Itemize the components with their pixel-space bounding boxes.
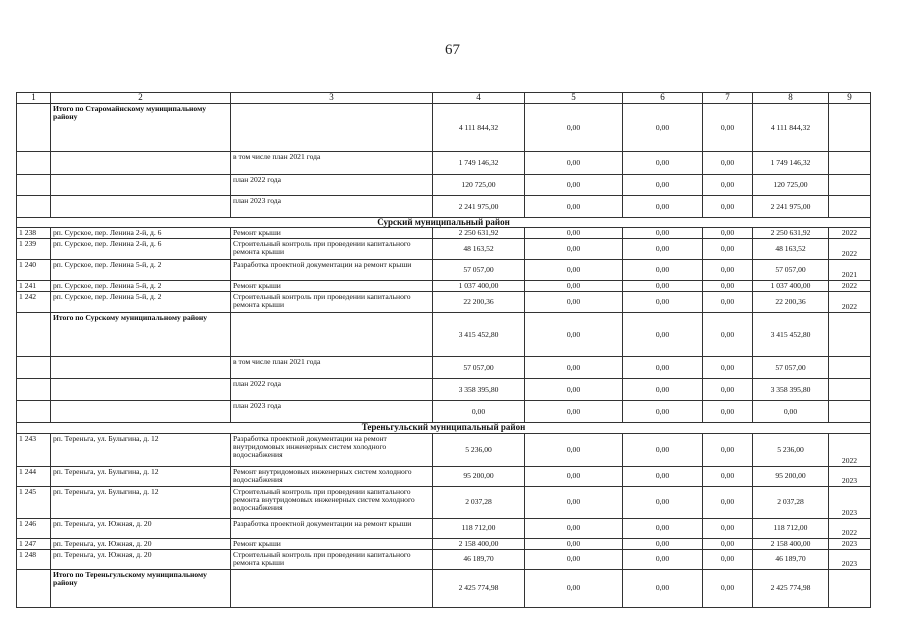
total-cost-cell: 48 163,52 bbox=[433, 239, 525, 260]
fund-cell: 0,00 bbox=[525, 518, 623, 538]
regional-budget-cell: 0,00 bbox=[623, 281, 703, 292]
regional-budget-cell: 0,00 bbox=[623, 239, 703, 260]
owners-funds-cell: 46 189,70 bbox=[753, 549, 829, 569]
fund-cell: 0,00 bbox=[525, 260, 623, 281]
row-number-cell bbox=[17, 569, 51, 607]
column-header: 5 bbox=[525, 93, 623, 104]
regional-budget-cell: 0,00 bbox=[623, 228, 703, 239]
regional-budget-cell: 0,00 bbox=[623, 313, 703, 357]
address-cell: рп. Сурское, пер. Ленина 5-й, д. 2 bbox=[51, 292, 231, 313]
total-cost-cell: 1 037 400,00 bbox=[433, 281, 525, 292]
total-cost-cell: 3 358 395,80 bbox=[433, 379, 525, 401]
column-header: 9 bbox=[829, 93, 871, 104]
local-budget-cell: 0,00 bbox=[703, 228, 753, 239]
work-type-cell: Строительный контроль при проведении капитального ремонта внутридомовых инженерных систем холодного водоснабжения bbox=[231, 486, 433, 518]
table-row bbox=[17, 152, 871, 175]
year-cell: 2022 bbox=[829, 239, 871, 260]
local-budget-cell: 0,00 bbox=[703, 196, 753, 218]
total-cost-cell: 22 200,36 bbox=[433, 292, 525, 313]
table-row bbox=[17, 239, 871, 260]
fund-cell: 0,00 bbox=[525, 569, 623, 607]
local-budget-cell: 0,00 bbox=[703, 433, 753, 466]
fund-cell: 0,00 bbox=[525, 433, 623, 466]
owners-funds-cell: 118 712,00 bbox=[753, 518, 829, 538]
table-row bbox=[17, 357, 871, 379]
total-cost-cell: 4 111 844,32 bbox=[433, 104, 525, 152]
regional-budget-cell: 0,00 bbox=[623, 433, 703, 466]
year-cell: 2022 bbox=[829, 292, 871, 313]
fund-cell: 0,00 bbox=[525, 486, 623, 518]
table-row bbox=[17, 281, 871, 292]
table-row bbox=[17, 466, 871, 486]
address-cell: рп. Тереньга, ул. Булыгина, д. 12 bbox=[51, 466, 231, 486]
section-header-row bbox=[17, 423, 871, 433]
local-budget-cell: 0,00 bbox=[703, 379, 753, 401]
address-cell bbox=[51, 175, 231, 196]
row-number-cell: 1 246 bbox=[17, 518, 51, 538]
owners-funds-cell: 1 749 146,32 bbox=[753, 152, 829, 175]
year-cell bbox=[829, 175, 871, 196]
year-cell bbox=[829, 313, 871, 357]
address-cell: рп. Тереньга, ул. Южная, д. 20 bbox=[51, 549, 231, 569]
total-cost-cell: 2 425 774,98 bbox=[433, 569, 525, 607]
address-cell: рп. Сурское, пер. Ленина 2-й, д. 6 bbox=[51, 228, 231, 239]
column-header: 4 bbox=[433, 93, 525, 104]
local-budget-cell: 0,00 bbox=[703, 569, 753, 607]
regional-budget-cell: 0,00 bbox=[623, 152, 703, 175]
owners-funds-cell: 1 037 400,00 bbox=[753, 281, 829, 292]
section-title: Тереньгульский муниципальный район bbox=[17, 423, 871, 433]
fund-cell: 0,00 bbox=[525, 292, 623, 313]
row-number-cell: 1 240 bbox=[17, 260, 51, 281]
total-cost-cell: 1 749 146,32 bbox=[433, 152, 525, 175]
fund-cell: 0,00 bbox=[525, 466, 623, 486]
local-budget-cell: 0,00 bbox=[703, 152, 753, 175]
work-type-cell: Строительный контроль при проведении капитального ремонта крыши bbox=[231, 549, 433, 569]
address-cell: рп. Тереньга, ул. Булыгина, д. 12 bbox=[51, 486, 231, 518]
section-title: Сурский муниципальный район bbox=[17, 218, 871, 228]
row-number-cell: 1 239 bbox=[17, 239, 51, 260]
work-type-cell: план 2023 года bbox=[231, 196, 433, 218]
address-cell: рп. Сурское, пер. Ленина 5-й, д. 2 bbox=[51, 260, 231, 281]
address-cell bbox=[51, 357, 231, 379]
regional-budget-cell: 0,00 bbox=[623, 569, 703, 607]
total-cost-cell: 2 158 400,00 bbox=[433, 538, 525, 549]
fund-cell: 0,00 bbox=[525, 152, 623, 175]
address-cell: рп. Тереньга, ул. Южная, д. 20 bbox=[51, 538, 231, 549]
work-type-cell: в том числе план 2021 года bbox=[231, 357, 433, 379]
year-cell: 2023 bbox=[829, 549, 871, 569]
fund-cell: 0,00 bbox=[525, 401, 623, 423]
row-number-cell bbox=[17, 196, 51, 218]
owners-funds-cell: 2 425 774,98 bbox=[753, 569, 829, 607]
year-cell bbox=[829, 569, 871, 607]
row-number-cell bbox=[17, 401, 51, 423]
column-header: 8 bbox=[753, 93, 829, 104]
year-cell: 2022 bbox=[829, 281, 871, 292]
owners-funds-cell: 22 200,36 bbox=[753, 292, 829, 313]
regional-budget-cell: 0,00 bbox=[623, 292, 703, 313]
row-number-cell: 1 248 bbox=[17, 549, 51, 569]
total-cost-cell: 2 250 631,92 bbox=[433, 228, 525, 239]
fund-cell: 0,00 bbox=[525, 379, 623, 401]
local-budget-cell: 0,00 bbox=[703, 357, 753, 379]
local-budget-cell: 0,00 bbox=[703, 466, 753, 486]
address-cell: рп. Тереньга, ул. Булыгина, д. 12 bbox=[51, 433, 231, 466]
year-cell bbox=[829, 357, 871, 379]
page-number: 67 bbox=[445, 42, 460, 58]
table-row bbox=[17, 549, 871, 569]
fund-cell: 0,00 bbox=[525, 196, 623, 218]
year-cell: 2023 bbox=[829, 486, 871, 518]
work-type-cell: Ремонт внутридомовых инженерных систем холодного водоснабжения bbox=[231, 466, 433, 486]
fund-cell: 0,00 bbox=[525, 281, 623, 292]
table-row bbox=[17, 228, 871, 239]
owners-funds-cell: 3 415 452,80 bbox=[753, 313, 829, 357]
total-cost-cell: 2 037,28 bbox=[433, 486, 525, 518]
local-budget-cell: 0,00 bbox=[703, 239, 753, 260]
owners-funds-cell: 120 725,00 bbox=[753, 175, 829, 196]
fund-cell: 0,00 bbox=[525, 357, 623, 379]
local-budget-cell: 0,00 bbox=[703, 486, 753, 518]
address-cell bbox=[51, 401, 231, 423]
fund-cell: 0,00 bbox=[525, 313, 623, 357]
year-cell bbox=[829, 196, 871, 218]
row-number-cell: 1 238 bbox=[17, 228, 51, 239]
column-header: 2 bbox=[51, 93, 231, 104]
row-number-cell bbox=[17, 152, 51, 175]
work-type-cell: Строительный контроль при проведении капитального ремонта крыши bbox=[231, 292, 433, 313]
table-row bbox=[17, 379, 871, 401]
table-row bbox=[17, 569, 871, 607]
work-type-cell bbox=[231, 569, 433, 607]
work-type-cell bbox=[231, 104, 433, 152]
regional-budget-cell: 0,00 bbox=[623, 466, 703, 486]
regional-budget-cell: 0,00 bbox=[623, 518, 703, 538]
row-number-cell: 1 241 bbox=[17, 281, 51, 292]
regional-budget-cell: 0,00 bbox=[623, 196, 703, 218]
local-budget-cell: 0,00 bbox=[703, 538, 753, 549]
work-type-cell: Ремонт крыши bbox=[231, 281, 433, 292]
regional-budget-cell: 0,00 bbox=[623, 486, 703, 518]
year-cell: 2022 bbox=[829, 518, 871, 538]
work-type-cell: Строительный контроль при проведении капитального ремонта крыши bbox=[231, 239, 433, 260]
work-type-cell bbox=[231, 313, 433, 357]
local-budget-cell: 0,00 bbox=[703, 292, 753, 313]
work-type-cell: Разработка проектной документации на ремонт крыши bbox=[231, 518, 433, 538]
row-number-cell: 1 242 bbox=[17, 292, 51, 313]
address-cell bbox=[51, 379, 231, 401]
local-budget-cell: 0,00 bbox=[703, 313, 753, 357]
regional-budget-cell: 0,00 bbox=[623, 538, 703, 549]
total-cost-cell: 5 236,00 bbox=[433, 433, 525, 466]
table-row bbox=[17, 401, 871, 423]
work-type-cell: план 2022 года bbox=[231, 175, 433, 196]
address-cell: Итого по Тереньгульскому муниципальному району bbox=[51, 569, 231, 607]
year-cell: 2023 bbox=[829, 538, 871, 549]
column-header: 7 bbox=[703, 93, 753, 104]
table-row bbox=[17, 518, 871, 538]
column-header: 3 bbox=[231, 93, 433, 104]
regional-budget-cell: 0,00 bbox=[623, 357, 703, 379]
year-cell bbox=[829, 104, 871, 152]
table-row bbox=[17, 196, 871, 218]
regional-budget-cell: 0,00 bbox=[623, 401, 703, 423]
local-budget-cell: 0,00 bbox=[703, 401, 753, 423]
local-budget-cell: 0,00 bbox=[703, 281, 753, 292]
column-number-row bbox=[17, 93, 871, 104]
local-budget-cell: 0,00 bbox=[703, 549, 753, 569]
total-cost-cell: 3 415 452,80 bbox=[433, 313, 525, 357]
work-type-cell: план 2023 года bbox=[231, 401, 433, 423]
row-number-cell: 1 244 bbox=[17, 466, 51, 486]
address-cell bbox=[51, 196, 231, 218]
total-cost-cell: 57 057,00 bbox=[433, 357, 525, 379]
owners-funds-cell: 4 111 844,32 bbox=[753, 104, 829, 152]
fund-cell: 0,00 bbox=[525, 104, 623, 152]
owners-funds-cell: 57 057,00 bbox=[753, 260, 829, 281]
total-cost-cell: 2 241 975,00 bbox=[433, 196, 525, 218]
year-cell bbox=[829, 152, 871, 175]
owners-funds-cell: 48 163,52 bbox=[753, 239, 829, 260]
local-budget-cell: 0,00 bbox=[703, 260, 753, 281]
fund-cell: 0,00 bbox=[525, 549, 623, 569]
table-row bbox=[17, 538, 871, 549]
table-row bbox=[17, 175, 871, 196]
work-type-cell: в том числе план 2021 года bbox=[231, 152, 433, 175]
section-header-row bbox=[17, 218, 871, 228]
row-number-cell bbox=[17, 104, 51, 152]
work-type-cell: план 2022 года bbox=[231, 379, 433, 401]
work-type-cell: Разработка проектной документации на ремонт крыши bbox=[231, 260, 433, 281]
fund-cell: 0,00 bbox=[525, 175, 623, 196]
total-cost-cell: 0,00 bbox=[433, 401, 525, 423]
regional-budget-cell: 0,00 bbox=[623, 260, 703, 281]
address-cell: Итого по Старомайнскому муниципальному району bbox=[51, 104, 231, 152]
column-header: 1 bbox=[17, 93, 51, 104]
total-cost-cell: 118 712,00 bbox=[433, 518, 525, 538]
address-cell: рп. Сурское, пер. Ленина 5-й, д. 2 bbox=[51, 281, 231, 292]
owners-funds-cell: 2 158 400,00 bbox=[753, 538, 829, 549]
year-cell: 2021 bbox=[829, 260, 871, 281]
total-cost-cell: 57 057,00 bbox=[433, 260, 525, 281]
total-cost-cell: 120 725,00 bbox=[433, 175, 525, 196]
total-cost-cell: 46 189,70 bbox=[433, 549, 525, 569]
table-row bbox=[17, 104, 871, 152]
year-cell bbox=[829, 401, 871, 423]
row-number-cell: 1 243 bbox=[17, 433, 51, 466]
regional-budget-cell: 0,00 bbox=[623, 549, 703, 569]
table-body bbox=[17, 93, 871, 608]
local-budget-cell: 0,00 bbox=[703, 175, 753, 196]
year-cell bbox=[829, 379, 871, 401]
fund-cell: 0,00 bbox=[525, 239, 623, 260]
total-cost-cell: 95 200,00 bbox=[433, 466, 525, 486]
year-cell: 2023 bbox=[829, 466, 871, 486]
row-number-cell bbox=[17, 357, 51, 379]
work-type-cell: Ремонт крыши bbox=[231, 538, 433, 549]
regional-budget-cell: 0,00 bbox=[623, 104, 703, 152]
table-row bbox=[17, 486, 871, 518]
work-type-cell: Разработка проектной документации на ремонт внутридомовых инженерных систем холодного водоснабжения bbox=[231, 433, 433, 466]
column-header: 6 bbox=[623, 93, 703, 104]
local-budget-cell: 0,00 bbox=[703, 104, 753, 152]
address-cell: рп. Сурское, пер. Ленина 2-й, д. 6 bbox=[51, 239, 231, 260]
local-budget-cell: 0,00 bbox=[703, 518, 753, 538]
owners-funds-cell: 2 250 631,92 bbox=[753, 228, 829, 239]
work-type-cell: Ремонт крыши bbox=[231, 228, 433, 239]
regional-budget-cell: 0,00 bbox=[623, 175, 703, 196]
owners-funds-cell: 95 200,00 bbox=[753, 466, 829, 486]
row-number-cell bbox=[17, 379, 51, 401]
regional-budget-cell: 0,00 bbox=[623, 379, 703, 401]
row-number-cell: 1 247 bbox=[17, 538, 51, 549]
repair-program-table bbox=[16, 92, 871, 608]
year-cell: 2022 bbox=[829, 433, 871, 466]
fund-cell: 0,00 bbox=[525, 538, 623, 549]
table-row bbox=[17, 292, 871, 313]
owners-funds-cell: 5 236,00 bbox=[753, 433, 829, 466]
row-number-cell bbox=[17, 313, 51, 357]
owners-funds-cell: 3 358 395,80 bbox=[753, 379, 829, 401]
address-cell: Итого по Сурскому муниципальному району bbox=[51, 313, 231, 357]
row-number-cell: 1 245 bbox=[17, 486, 51, 518]
year-cell: 2022 bbox=[829, 228, 871, 239]
address-cell: рп. Тереньга, ул. Южная, д. 20 bbox=[51, 518, 231, 538]
fund-cell: 0,00 bbox=[525, 228, 623, 239]
owners-funds-cell: 2 037,28 bbox=[753, 486, 829, 518]
owners-funds-cell: 57 057,00 bbox=[753, 357, 829, 379]
table-row bbox=[17, 313, 871, 357]
table-row bbox=[17, 433, 871, 466]
owners-funds-cell: 0,00 bbox=[753, 401, 829, 423]
table-row bbox=[17, 260, 871, 281]
owners-funds-cell: 2 241 975,00 bbox=[753, 196, 829, 218]
row-number-cell bbox=[17, 175, 51, 196]
address-cell bbox=[51, 152, 231, 175]
